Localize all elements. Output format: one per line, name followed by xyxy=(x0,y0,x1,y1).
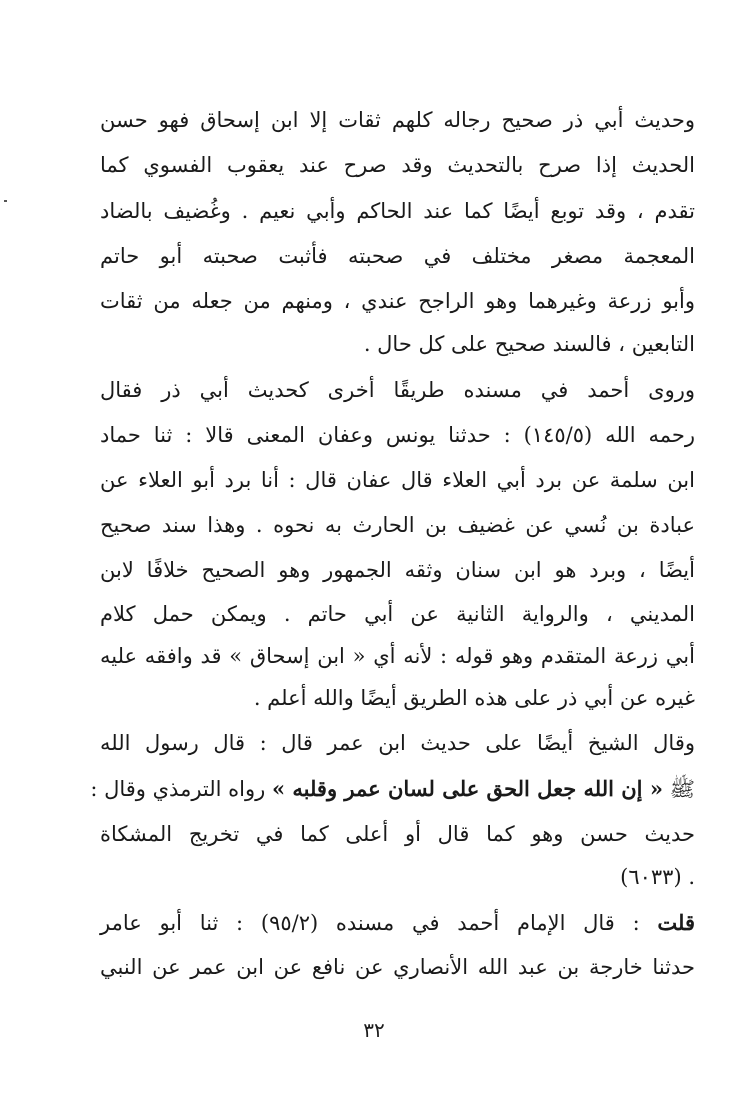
text-line: حدثنا خارجة بن عبد الله الأنصاري عن نافع عن ابن عمر عن النبي xyxy=(100,955,695,979)
hadith-quote: « إن الله جعل الحق على لسان عمر وقلبه » xyxy=(271,776,663,801)
page-number: ٣٢ xyxy=(363,1018,385,1042)
text-line: حديث حسن وهو كما قال أو أعلى كما في تخريج المشكاة xyxy=(100,822,695,846)
text-line: المديني ، والرواية الثانية عن أبي حاتم . ويمكن حمل كلام xyxy=(100,602,695,626)
text-line: وحديث أبي ذر صحيح رجاله كلهم ثقات إلا ابن إسحاق فهو حسن xyxy=(100,108,695,132)
text-line: عبادة بن نُسي عن غضيف بن الحارث به نحوه . وهذا سند صحيح xyxy=(100,513,695,537)
text-line-hadith: ﷺ « إن الله جعل الحق على لسان عمر وقلبه » رواه الترمذي وقال : xyxy=(90,776,695,801)
text-line: أبي زرعة المتقدم وهو قوله : لأنه أي « ابن إسحاق » قد وافقه عليه xyxy=(100,644,695,668)
text-line: غيره عن أبي ذر على هذه الطريق أيضًا والله أعلم . xyxy=(253,686,695,710)
text-line: وروى أحمد في مسنده طريقًا أخرى كحديث أبي ذر فقال xyxy=(100,378,695,402)
text-line: الحديث إذا صرح بالتحديث وقد صرح عند يعقوب الفسوي كما xyxy=(100,153,695,177)
text-line: رحمه الله (١٤٥/٥) : حدثنا يونس وعفان المعنى قالا : ثنا حماد xyxy=(100,423,695,447)
qult-label: قلت xyxy=(657,910,695,935)
text-line: أيضًا ، وبرد هو ابن سنان وثقه الجمهور وهو الصحيح خلافًا لابن xyxy=(100,558,695,582)
scan-mark xyxy=(4,200,7,202)
text-line: المعجمة مصغر مختلف في صحبته فأثبت صحبته أبو حاتم xyxy=(100,244,695,268)
text-line: . (٦٠٣٣) xyxy=(620,865,695,889)
text-line: وقال الشيخ أيضًا على حديث ابن عمر قال : قال رسول الله xyxy=(100,731,695,755)
text-line-qult: قلت : قال الإمام أحمد في مسنده (٩٥/٢) : ثنا أبو عامر xyxy=(100,910,695,935)
text-line: ابن سلمة عن برد أبي العلاء قال عفان قال : أنا برد أبو العلاء عن xyxy=(100,468,695,492)
text-line: التابعين ، فالسند صحيح على كل حال . xyxy=(363,332,695,356)
text-line: تقدم ، وقد توبع أيضًا كما عند الحاكم وأبي نعيم . وغُضيف بالضاد xyxy=(100,199,695,223)
text-line: وأبو زرعة وغيرهما وهو الراجح عندي ، ومنهم من جعله من ثقات xyxy=(100,289,695,313)
